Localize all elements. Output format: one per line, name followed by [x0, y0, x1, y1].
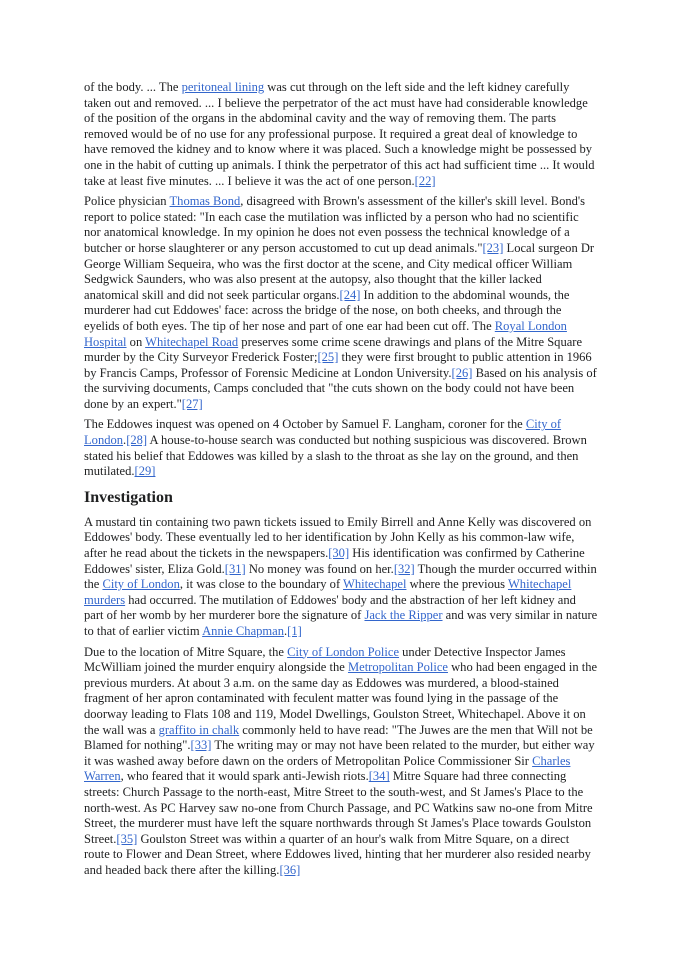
- citation-1[interactable]: [1]: [287, 624, 302, 638]
- link-whitechapel-murders[interactable]: Whitechapel murders: [84, 577, 572, 607]
- citation-30[interactable]: [30]: [328, 546, 350, 561]
- citation-31[interactable]: [31]: [224, 561, 246, 576]
- link-royal-london-hospital[interactable]: Royal London Hospital: [84, 318, 567, 349]
- citation-24[interactable]: [24]: [339, 287, 361, 302]
- paragraph-brown-testimony: of the body. ... The peritoneal lining was cut through on the left side and the left kidney carefully taken out and removed. ... I believe the perpetrator of the act must have had considerable knowledge of the position of the organs in the abdominal cavity and the way of removing them. The parts removed would be of no use for any professional purpose. It required a great deal of knowledge to have removed the kidney and to know where it was placed. Such a knowledge might be possessed by one in the habit of cutting up animals. I think the perpetrator of this act had sufficient time ... It would take at least five minutes. ... I believe it was the act of one person.[22]: [84, 80, 595, 188]
- link-whitechapel[interactable]: Whitechapel: [343, 577, 407, 592]
- link-city-of-london[interactable]: City of London: [84, 417, 562, 448]
- paragraph-bond-assessment: Police physician Thomas Bond, disagreed with Brown's assessment of the killer's skill level. Bond's report to police stated: "In each case the mutilation was inflicted by a person who had no scientific nor anatomical knowledge. In my opinion he does not even possess the technical knowledge of a butcher or horse slaughterer or any person accustomed to cut up dead animals."[23] Local surgeon Dr George William Sequeira, who was the first doctor at the scene, and City medical officer William Sedgwick Saunders, who was also present at the autopsy, also thought that the killer lacked anatomical skill and did not seek particular organs.[24] In addition to the abdominal wounds, the murderer had cut Eddowes' face: across the bridge of the nose, on both cheeks, and through the eyelids of both eyes. The tip of her nose and part of one ear had been cut off. The Royal London Hospital on Whitechapel Road preserves some crime scene drawings and plans of the Mitre Square murder by the City Surveyor Frederick Foster;[25] they were first brought to public attention in 1966 by Francis Camps, Professor of Forensic Medicine at London University.[26] Based on his analysis of the surviving documents, Camps concluded that "the cuts shown on the body could not have been done by an expert."[27]: [84, 194, 597, 411]
- citation-32[interactable]: [32]: [393, 561, 415, 576]
- link-jack-the-ripper[interactable]: Jack the Ripper: [364, 608, 443, 623]
- link-city-of-london-2[interactable]: City of London: [102, 577, 180, 592]
- citation-28[interactable]: [28]: [126, 433, 148, 448]
- paragraph-inquest: The Eddowes inquest was opened on 4 October by Samuel F. Langham, coroner for the City of London.[28] A house-to-house search was conducted but nothing suspicious was discovered. Brown stated his belief that Eddowes was killed by a slash to the throat as she lay on the ground, and then mutilated.[29]: [84, 417, 587, 479]
- citation-22[interactable]: [22]: [414, 173, 436, 188]
- citation-23[interactable]: [23]: [482, 240, 504, 255]
- paragraph-identification: A mustard tin containing two pawn tickets issued to Emily Birrell and Anne Kelly was discovered on Eddowes' body. These eventually led to her identification by John Kelly as his common-law wife, after he read about the tickets in the newspapers.[30] His identification was confirmed by Catherine Eddowes' sister, Eliza Gold.[31] No money was found on her.[32] Though the murder occurred within the City of London, it was close to the boundary of Whitechapel where the previous Whitechapel murders had occurred. The mutilation of Eddowes' body and the abstraction of her left kidney and part of her womb by her murderer bore the signature of Jack the Ripper and was very similar in nature to that of earlier victim Annie Chapman.[1]: [84, 514, 598, 638]
- link-charles-warren[interactable]: Charles Warren: [84, 753, 571, 784]
- citation-26[interactable]: [26]: [451, 365, 473, 380]
- link-annie-chapman[interactable]: Annie Chapman: [202, 624, 285, 638]
- citation-33[interactable]: [33]: [190, 738, 212, 753]
- citation-36[interactable]: [36]: [279, 862, 301, 877]
- link-metropolitan-police[interactable]: Metropolitan Police: [347, 660, 448, 675]
- link-whitechapel-road[interactable]: Whitechapel Road: [145, 334, 239, 349]
- citation-29[interactable]: [29]: [134, 464, 156, 479]
- citation-27[interactable]: [27]: [181, 396, 203, 411]
- link-thomas-bond[interactable]: Thomas Bond: [169, 194, 241, 209]
- link-peritoneal-lining[interactable]: peritoneal lining: [181, 80, 265, 94]
- citation-34[interactable]: [34]: [368, 769, 390, 784]
- article-body: [84, 80, 598, 884]
- citation-25[interactable]: [25]: [317, 350, 339, 365]
- citation-35[interactable]: [35]: [116, 831, 138, 846]
- link-city-of-london-police[interactable]: City of London Police: [287, 644, 400, 659]
- link-graffito-in-chalk[interactable]: graffito in chalk: [158, 722, 240, 737]
- section-heading-investigation: Investigation: [84, 488, 173, 506]
- paragraph-police-enquiry: Due to the location of Mitre Square, the City of London Police under Detective Inspector James McWilliam joined the murder enquiry alongside the Metropolitan Police who had been engaged in the previous murders. At about 3 a.m. on the same day as Eddowes was murdered, a blood-stained fragment of her apron contaminated with feculent matter was found lying in the passage of the doorway leading to Flats 108 and 119, Model Dwellings, Goulston Street, Whitechapel. Above it on the wall was a graffito in chalk commonly held to have read: "The Juwes are the men that Will not be Blamed for nothing".[33] The writing may or may not have been related to the murder, but either way it was washed away before dawn on the orders of Metropolitan Police Commissioner Sir Charles Warren, who feared that it would spark anti-Jewish riots.[34] Mitre Square had three connecting streets: Church Passage to the north-east, Mitre Street to the south-west, and St James's Place to the north-west. As PC Harvey saw no-one from Church Passage, and PC Watkins saw no-one from Mitre Street, the murderer must have left the square northwards through St James's Place towards Goulston Street.[35] Goulston Street was within a quarter of an hour's walk from Mitre Square, on a direct route to Flower and Dean Street, where Eddowes lived, hinting that her murderer also resided nearby and headed back there after the killing.[36]: [84, 644, 598, 877]
